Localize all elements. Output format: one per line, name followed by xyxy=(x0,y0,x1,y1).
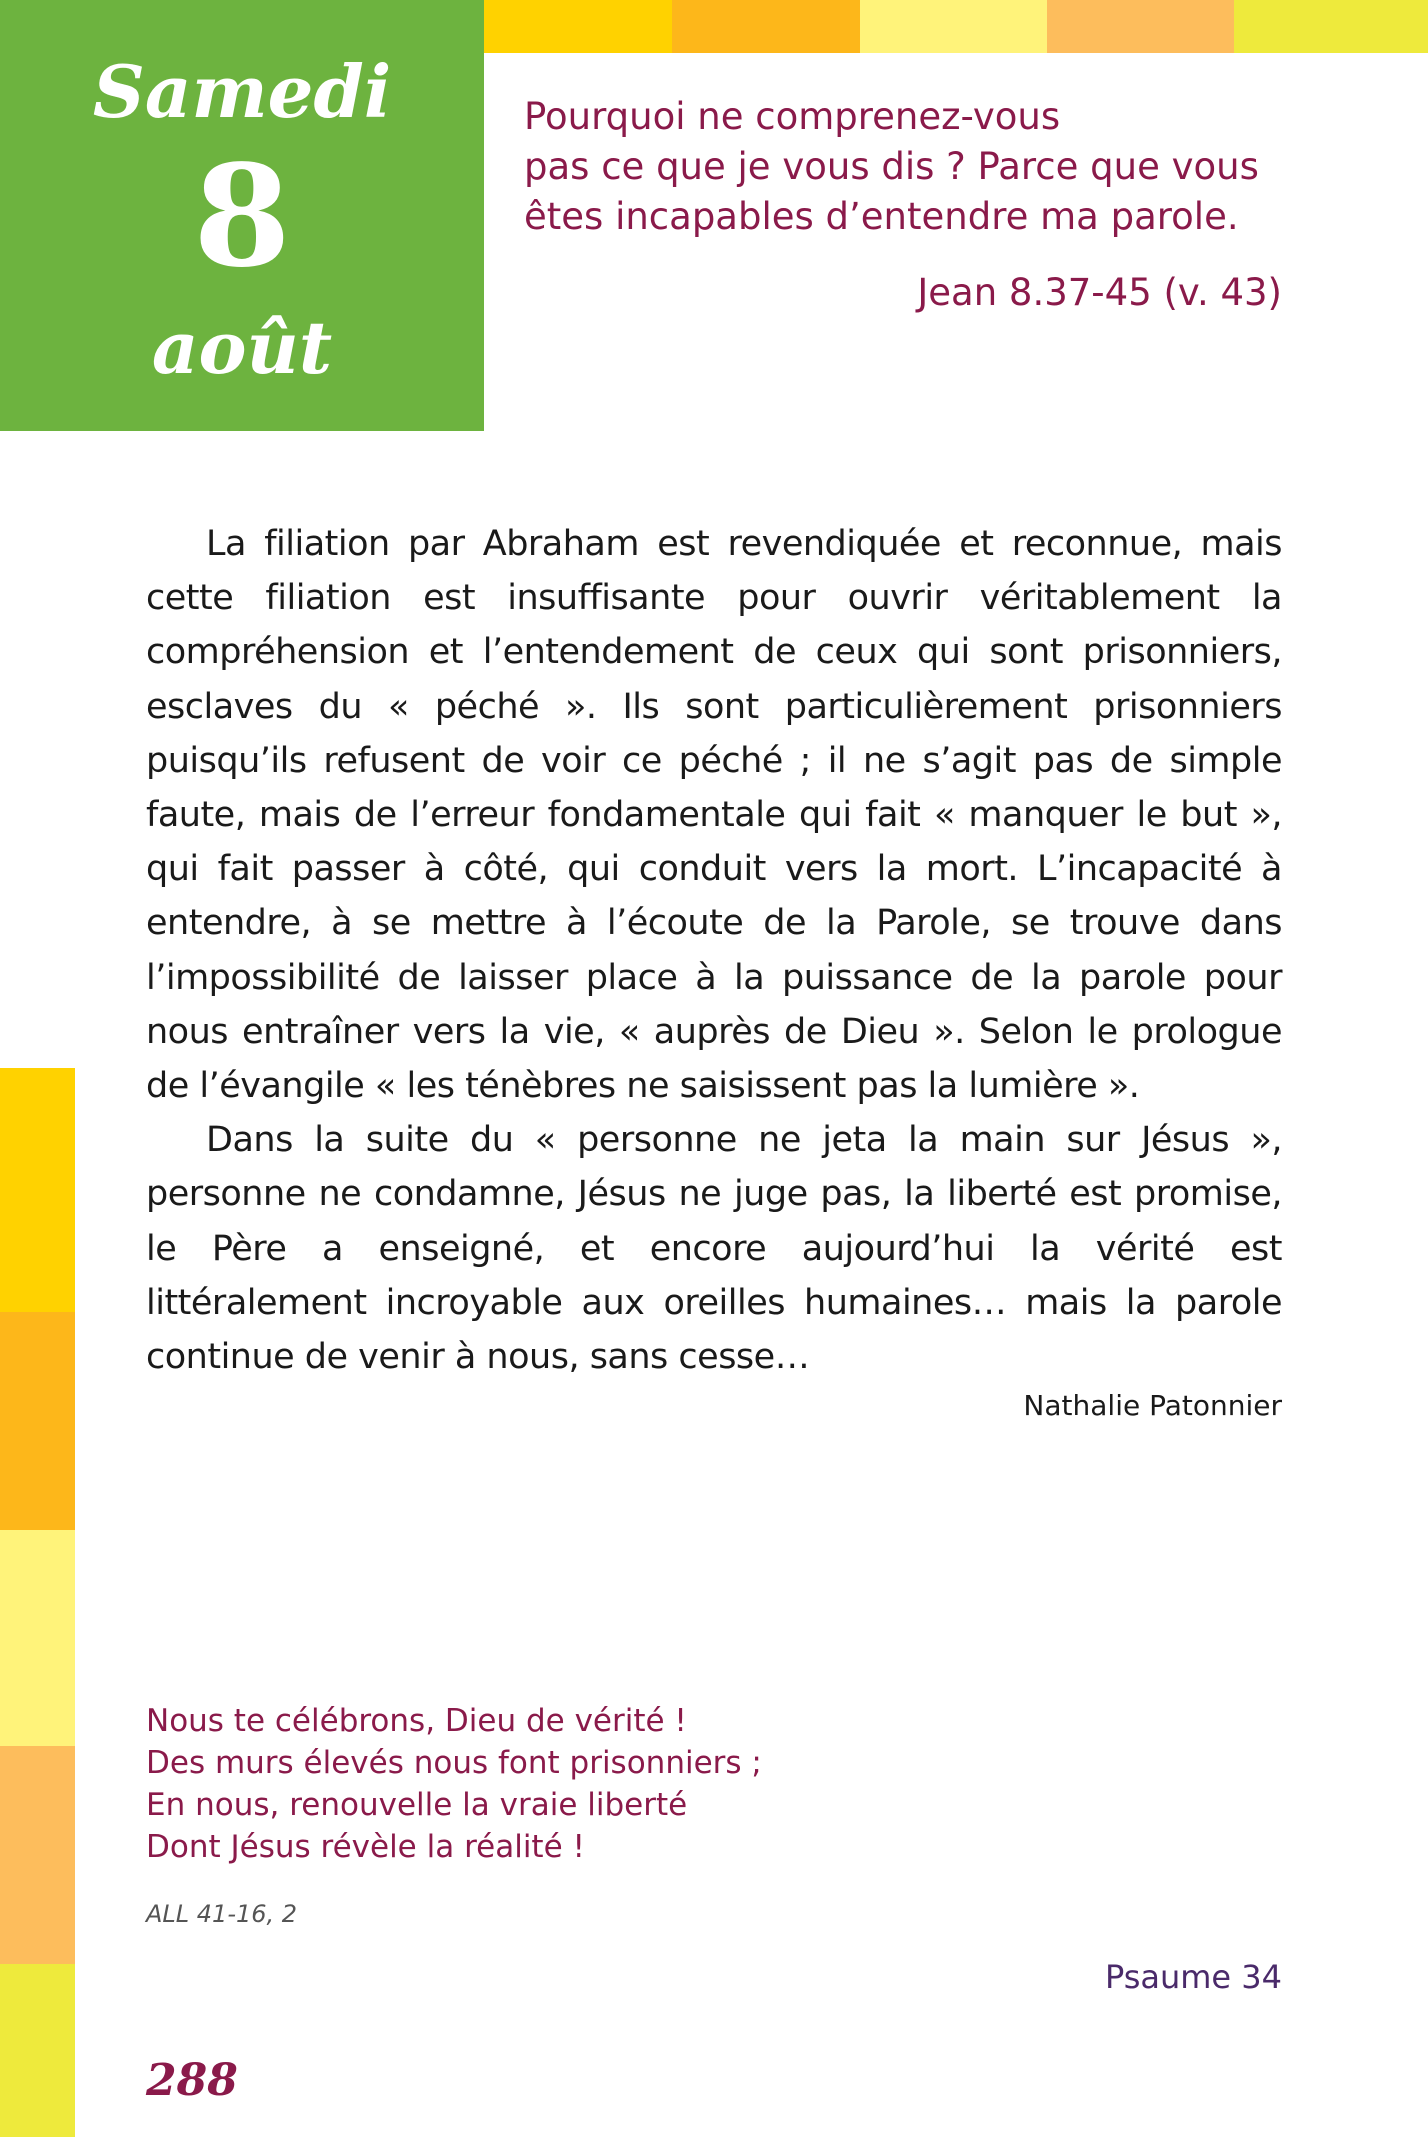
date-month: août xyxy=(151,305,333,390)
hymn-line: En nous, renouvelle la vraie liberté xyxy=(146,1787,688,1823)
hymn-reference: ALL 41-16, 2 xyxy=(146,1900,298,1928)
strip-segment xyxy=(0,1530,75,1746)
strip-segment xyxy=(0,1312,75,1530)
verse-line: pas ce que je vous dis ? Parce que vous xyxy=(524,145,1259,188)
date-day: Samedi xyxy=(92,49,392,134)
paragraph: La filiation par Abraham est revendiquée et reconnue, mais cette filiation est insuffisante pour ouvrir véritablement la compréhension et l’entendement de ceux qui sont prisonniers, esclaves du « péché ». Ils sont particulièrement prisonniers puisqu’ils refusent de voir ce péché ; il ne s’agit pas de simple faute, mais de l’erreur fondamentale qui fait « manquer le but », qui fait passer à côté, qui conduit vers la mort. L’incapacité à entendre, à se mettre à l’écoute de la Parole, se trouve dans l’impossibilité de laisser place à la puissance de la parole pour nous entraîner vers la vie, « auprès de Dieu ». Selon le prologue de l’évangile « les ténèbres ne saisissent pas la lumière ». xyxy=(146,524,1282,1107)
author-name: Nathalie Patonnier xyxy=(1023,1389,1282,1422)
strip-segment xyxy=(0,1964,75,2137)
page-number: 288 xyxy=(146,2055,238,2106)
verse-quote xyxy=(524,92,1284,242)
hymn-line: Des murs élevés nous font prisonniers ; xyxy=(146,1745,762,1781)
verse-line: êtes incapables d’entendre ma parole. xyxy=(524,195,1239,238)
top-color-strip xyxy=(484,0,1428,53)
date-block xyxy=(0,0,484,431)
verse-line: Pourquoi ne comprenez-vous xyxy=(524,95,1061,138)
strip-segment xyxy=(0,1068,75,1312)
date-number: 8 xyxy=(193,135,291,299)
verse-reference: Jean 8.37-45 (v. 43) xyxy=(917,271,1282,314)
strip-segment xyxy=(672,0,860,53)
strip-segment xyxy=(484,0,672,53)
psalm-reference: Psaume 34 xyxy=(1104,1958,1282,1996)
strip-segment xyxy=(1047,0,1234,53)
strip-segment xyxy=(1234,0,1428,53)
strip-segment xyxy=(0,1746,75,1964)
hymn-line: Nous te célébrons, Dieu de vérité ! xyxy=(146,1703,687,1739)
hymn-stanza xyxy=(146,1700,946,1868)
meditation-text xyxy=(146,517,1282,1384)
strip-segment xyxy=(860,0,1047,53)
hymn-line: Dont Jésus révèle la réalité ! xyxy=(146,1829,585,1865)
left-color-strip xyxy=(0,1068,75,2137)
paragraph: Dans la suite du « personne ne jeta la main sur Jésus », personne ne condamne, Jésus ne juge pas, la liberté est promise, le Père a enseigné, et encore aujourd’hui la vérité est littéralement incroyable aux oreilles humaines… mais la parole continue de venir à nous, sans cesse… xyxy=(146,1120,1282,1378)
